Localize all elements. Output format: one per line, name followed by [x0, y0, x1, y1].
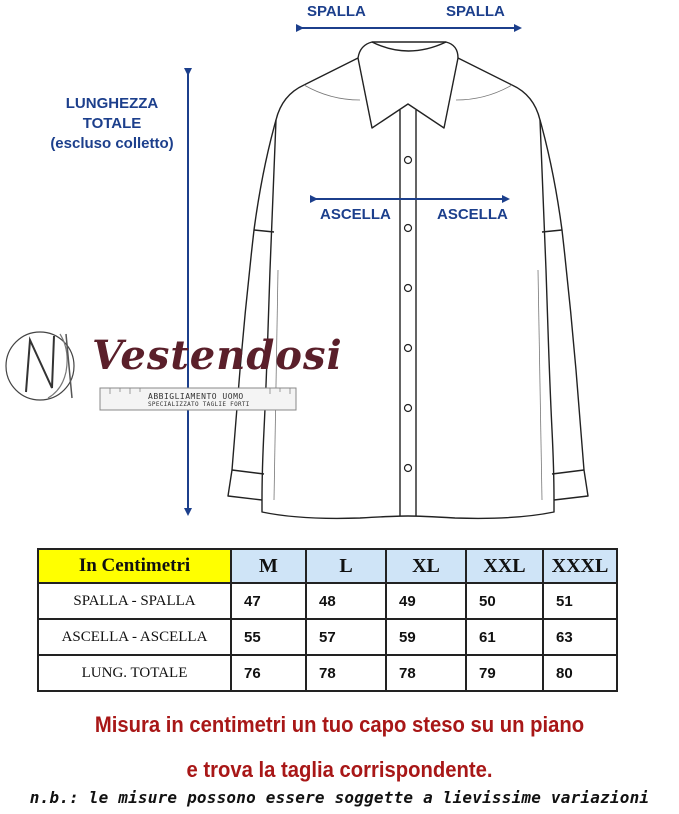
brand-subtagline: SPECIALIZZATO TAGLIE FORTI [148, 401, 250, 408]
size-header-xxl: XXL [466, 549, 543, 583]
length-label-line3: (escluso colletto) [50, 135, 174, 152]
table-cell: 78 [386, 655, 466, 691]
table-cell: 80 [543, 655, 617, 691]
table-row [38, 583, 617, 619]
table-row [38, 619, 617, 655]
table-row [38, 655, 617, 691]
disclaimer-note: n.b.: le misure possono essere soggette a lievissime variazioni [29, 788, 650, 807]
table-cell: 47 [231, 583, 306, 619]
length-label [32, 94, 192, 154]
armpit-right-label: ASCELLA [437, 206, 508, 223]
brand-name: Vestendosi [92, 332, 343, 379]
table-corner-label: In Centimetri [38, 549, 231, 583]
table-cell: 57 [306, 619, 386, 655]
table-cell: 79 [466, 655, 543, 691]
table-cell: 76 [231, 655, 306, 691]
instruction-line-1: Misura in centimetri un tuo capo steso su un piano [94, 712, 585, 737]
shirt-outline [228, 42, 588, 518]
instruction-line-2: e trova la taglia corrispondente. [186, 757, 493, 782]
row-label-length: LUNG. TOTALE [38, 655, 231, 691]
table-cell: 48 [306, 583, 386, 619]
size-table [37, 548, 618, 692]
table-cell: 49 [386, 583, 466, 619]
length-label-line1: LUNGHEZZA [65, 95, 159, 112]
table-cell: 61 [466, 619, 543, 655]
armpit-left-label: ASCELLA [320, 206, 391, 223]
brand-tagline: ABBIGLIAMENTO UOMO [148, 392, 244, 401]
needle-thread-logo-icon [6, 332, 74, 400]
table-cell: 50 [466, 583, 543, 619]
shoulder-right-label: SPALLA [446, 3, 505, 20]
size-header-m: M [231, 549, 306, 583]
table-cell: 63 [543, 619, 617, 655]
row-label-shoulder: SPALLA - SPALLA [38, 583, 231, 619]
table-cell: 59 [386, 619, 466, 655]
shirt-buttons [405, 157, 412, 472]
length-label-line2: TOTALE [82, 115, 142, 132]
size-header-l: L [306, 549, 386, 583]
row-label-armpit: ASCELLA - ASCELLA [38, 619, 231, 655]
size-header-xl: XL [386, 549, 466, 583]
table-cell: 55 [231, 619, 306, 655]
table-cell: 51 [543, 583, 617, 619]
table-cell: 78 [306, 655, 386, 691]
shoulder-left-label: SPALLA [307, 3, 366, 20]
size-header-xxxl: XXXL [543, 549, 617, 583]
table-header-row [38, 549, 617, 583]
